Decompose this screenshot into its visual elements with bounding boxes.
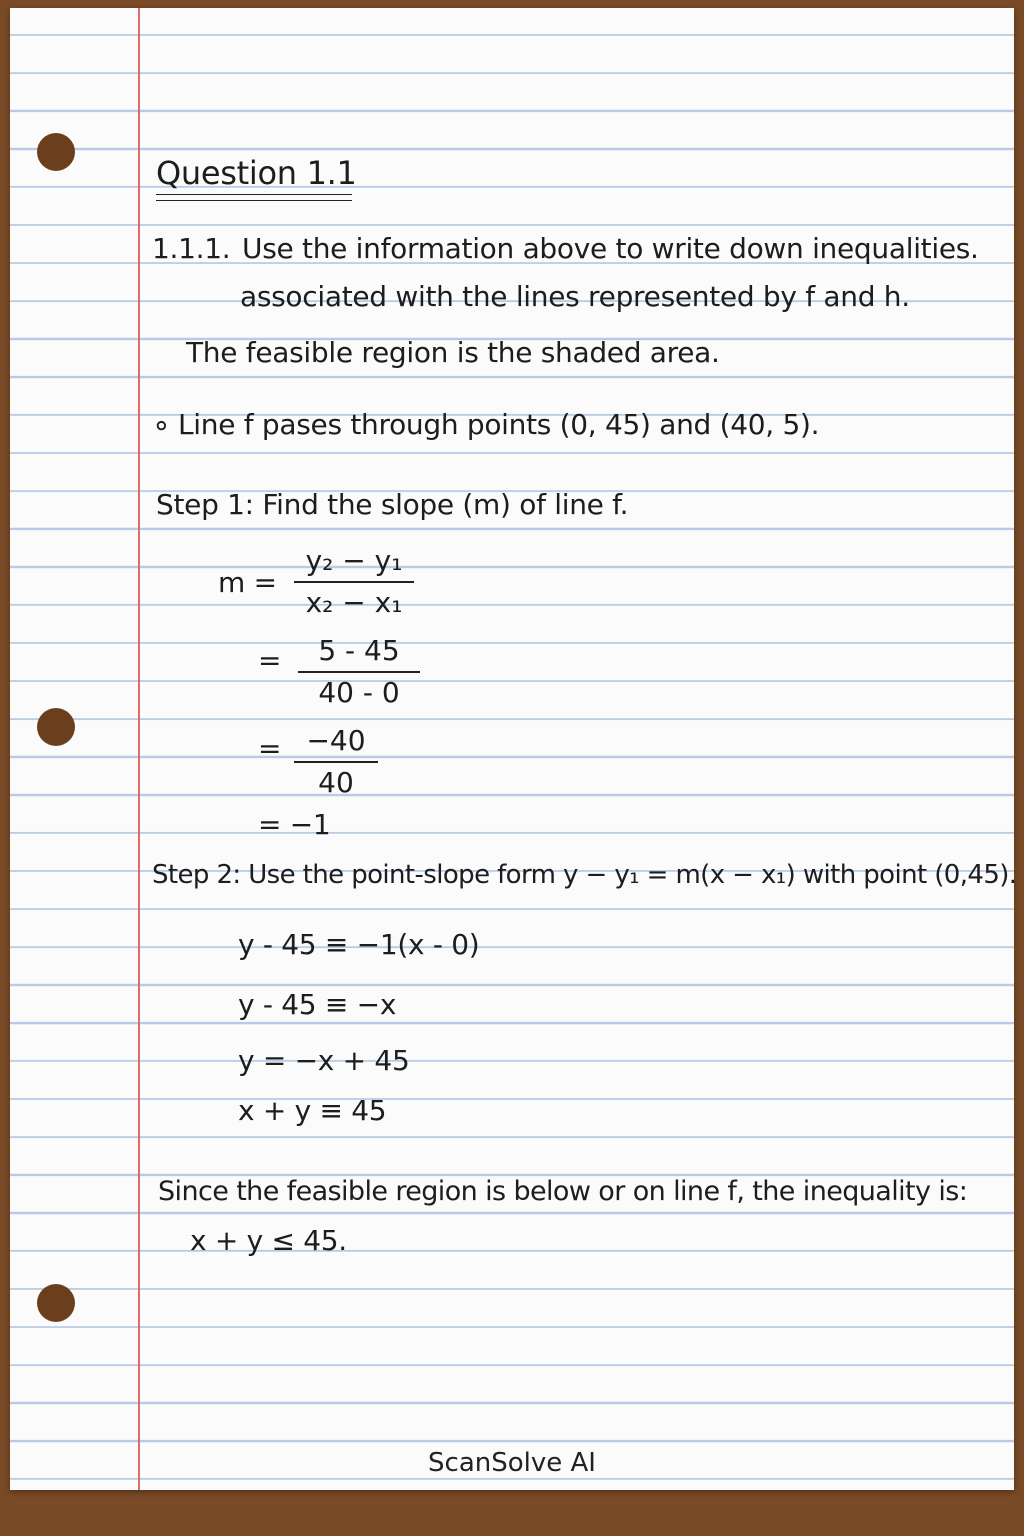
- slope-formula: [294, 544, 414, 620]
- bullet-icon: ∘: [152, 408, 171, 443]
- question-line-2: associated with the lines represented by f and h.: [240, 280, 910, 313]
- slope-simplified: [294, 724, 378, 800]
- margin-line: [138, 8, 140, 1490]
- footer-brand: ScanSolve AI: [428, 1448, 596, 1478]
- slope-formula-numerator: y₂ − y₁: [305, 544, 403, 577]
- punch-hole: [37, 708, 75, 746]
- slope-formula-denominator: x₂ − x₁: [305, 586, 403, 619]
- simplified-numerator: −40: [306, 724, 366, 757]
- simplified-denominator: 40: [318, 766, 354, 799]
- equals-sign: =: [258, 644, 282, 677]
- punch-hole: [37, 133, 75, 171]
- equals-sign: =: [258, 732, 282, 765]
- substitution-numerator: 5 - 45: [318, 634, 400, 667]
- conclusion-line-1: Since the feasible region is below or on line f, the inequality is:: [158, 1176, 968, 1207]
- step2-line-2: y - 45 ≡ −x: [238, 988, 397, 1021]
- punch-hole: [37, 1284, 75, 1322]
- step2-line-4: x + y ≡ 45: [238, 1094, 387, 1127]
- slope-substitution: [298, 634, 420, 710]
- substitution-denominator: 40 - 0: [318, 676, 400, 709]
- page-title: Question 1.1: [156, 154, 357, 192]
- title-underline: [156, 194, 352, 201]
- question-line-1: Use the information above to write down inequalities.: [242, 232, 979, 265]
- step2-line-1: y - 45 ≡ −1(x - 0): [238, 928, 480, 961]
- feasible-note: The feasible region is the shaded area.: [186, 336, 720, 369]
- question-number: 1.1.1.: [152, 232, 231, 265]
- step2-heading: Step 2: Use the point-slope form y − y₁ = m(x − x₁) with point (0,45).: [152, 860, 1017, 890]
- slope-result: = −1: [258, 808, 331, 841]
- step1-heading: Step 1: Find the slope (m) of line f.: [156, 488, 629, 521]
- bullet-line-f: Line f pases through points (0, 45) and (40, 5).: [178, 408, 820, 441]
- slope-m-label: m =: [218, 566, 277, 599]
- conclusion-inequality: x + y ≤ 45.: [190, 1224, 347, 1257]
- step2-line-3: y = −x + 45: [238, 1044, 410, 1077]
- notebook-page: [10, 8, 1017, 1490]
